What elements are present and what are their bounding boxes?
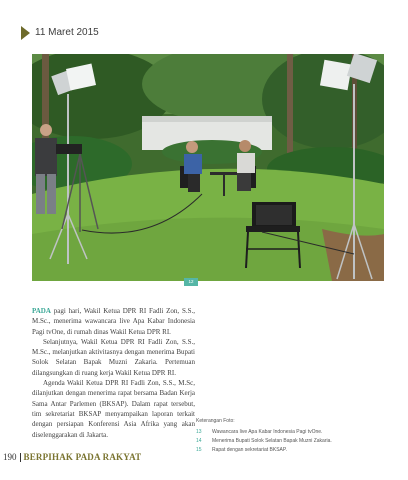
page-footer bbox=[3, 452, 141, 462]
article-body bbox=[32, 306, 195, 440]
footer-divider bbox=[20, 453, 21, 462]
page-number: 190 bbox=[3, 452, 17, 462]
paragraph-2: Selanjutnya, Wakil Ketua DPR RI Fadli Zon, S.S., M.Sc., melanjutkan aktivitasnya dengan menerima Bupati Solok Selatan Bapak Muzni Zakaria. Pertemuan dilangsungkan di ruang kerja Wakil Ketua DPR RI. bbox=[32, 337, 195, 377]
caption-item bbox=[196, 446, 382, 455]
date-heading: 11 Maret 2015 bbox=[35, 27, 99, 38]
footer-title-part2: PADA RAKYAT bbox=[75, 452, 142, 462]
paragraph-1 bbox=[32, 306, 195, 337]
paragraph-3: Agenda Wakil Ketua DPR RI Fadli Zon, S.S., M.Sc, dilanjutkan dengan menerima rapat bersama Badan Kerja Sama Antar Parlemen (BKSAP). Dalam rapat tersebut, tim sekretariat BKSAP menyampaikan laporan terkait dengan persiapan Konferensi Asia Afrika yang akan diselenggarakan di Jakarta. bbox=[32, 379, 195, 439]
interview-photo bbox=[32, 54, 384, 281]
caption-text: Menerima Bupati Solok Selatan Bapak Muzni Zakaria. bbox=[212, 438, 332, 444]
caption-text: Rapat dengan sekretariat BKSAP. bbox=[212, 447, 287, 453]
caption-number: 13 bbox=[196, 429, 202, 435]
caption-item bbox=[196, 428, 382, 437]
paragraph-1-text: pagi hari, Wakil Ketua DPR RI Fadli Zon, S.S., M.Sc., menerima wawancara live Apa Kabar Indonesia Pagi tvOne, di rumah dinas Wakil Ketua DPR RI. bbox=[32, 307, 195, 336]
caption-item bbox=[196, 437, 382, 446]
caption-text: Wawancara live Apa Kabar Indonesia Pagi tvOne. bbox=[212, 429, 323, 435]
footer-title-part1: BERPIHAK bbox=[23, 452, 74, 462]
photo-captions bbox=[196, 418, 382, 455]
caption-number: 14 bbox=[196, 438, 202, 444]
date-marker-icon bbox=[21, 26, 30, 40]
photo-number-badge: 12 bbox=[184, 278, 198, 286]
lead-word: PADA bbox=[32, 307, 51, 315]
captions-title: Keterangan Foto: bbox=[196, 418, 235, 424]
caption-number: 15 bbox=[196, 447, 202, 453]
footer-title bbox=[24, 452, 142, 462]
